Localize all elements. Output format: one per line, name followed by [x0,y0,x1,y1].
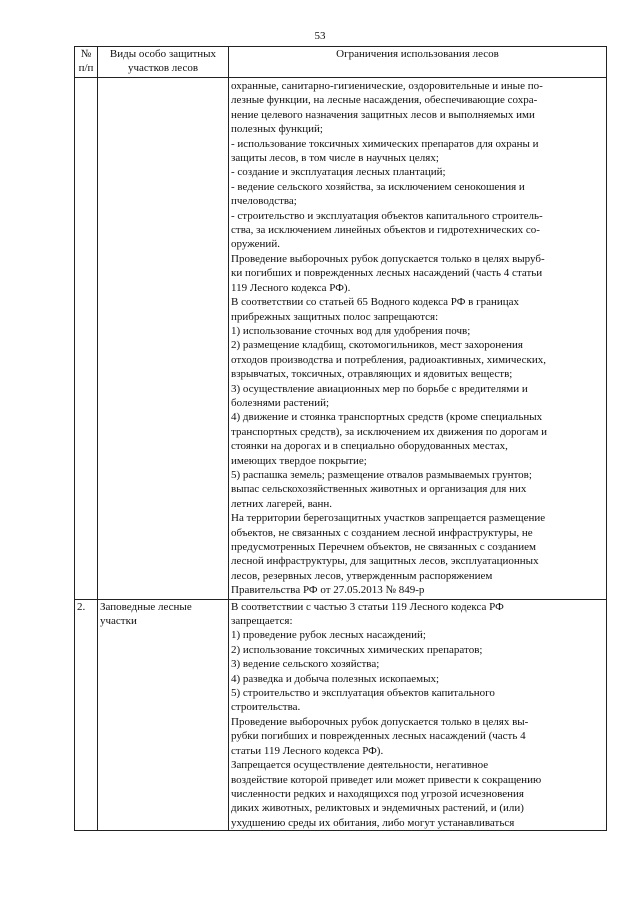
text-line: ки погибших и поврежденных лесных насаждений (часть 4 статьи [231,267,543,280]
text-line: 2) использование токсичных химических препаратов; [231,643,483,656]
text-line: болезнями растений; [231,396,330,409]
table-row [75,78,607,600]
text-line: рубки погибших и поврежденных лесных насаждений (часть 4 [231,730,526,743]
text-line: - создание и эксплуатация лесных плантаций; [231,166,446,179]
text-line: Проведение выборочных рубок допускается только в целях вы- [231,715,529,728]
text-line: транспортных средств), за исключением их движения по дорогам и [231,425,548,438]
text-line: пчеловодства; [231,195,297,208]
text-line: объектов, не связанных с созданием лесной инфраструктуры, не [231,526,533,539]
text-line: строительства. [231,701,301,714]
text-line: прибрежных защитных полос запрещаются: [231,310,439,323]
text-line: оружений. [231,238,280,251]
text-line: предусмотренных Перечнем объектов, не связанных с созданием [231,541,536,553]
table-row [75,599,607,831]
page-number: 53 [314,30,326,42]
text-line: численности редких и находящихся под угрозой исчезновения [231,787,524,800]
text-line: 1) использование сточных вод для удобрения почв; [231,324,471,337]
text-line: 119 Лесного кодекса РФ). [231,281,351,294]
text-line: В соответствии со статьей 65 Водного кодекса РФ в границах [231,296,520,309]
text-line: 5) строительство и эксплуатация объектов капитального [231,687,495,700]
row-number [75,78,98,600]
text-line: нение целевого назначения защитных лесов и выполняемых ими [231,108,535,121]
text-line: стоянки на дорогах и в специально оборудованных местах, [231,440,508,453]
text-line: летних лагерей, ванн. [231,497,333,510]
restrictions-table [74,46,607,831]
text-line: отходов производства и потребления, радиоактивных, химических, [231,353,546,366]
header-number: № п/п [75,47,98,78]
text-line: 2) размещение кладбищ, скотомогильников, мест захоронения [231,339,523,352]
text-line: 4) разведка и добыча полезных ископаемых; [231,672,440,685]
area-type: Заповедные лесные участки [98,599,229,831]
text-line: 3) ведение сельского хозяйства; [231,658,380,671]
text-line: ухудшению среды их обитания, либо могут устанавливаться [231,816,515,829]
text-line: В соответствии с частью 3 статьи 119 Лесного кодекса РФ [231,600,504,613]
text-line: 4) движение и стоянка транспортных средств (кроме специальных [231,411,543,424]
text-line: - строительство и эксплуатация объектов капитального строитель- [231,209,543,222]
text-line: запрещается: [231,615,293,628]
text-line: защиты лесов, в том числе в научных целях; [231,152,439,165]
area-type [98,78,229,600]
header-restrictions: Ограничения использования лесов [229,47,607,78]
text-line: диких животных, реликтовых и эндемичных растений, и (или) [231,802,524,815]
text-line: 1) проведение рубок лесных насаждений; [231,629,426,642]
restrictions-text [229,78,607,600]
text-line: Правительства РФ от 27.05.2013 № 849-р [231,584,425,597]
text-line: лесов, резервных лесов, утвержденным распоряжением [231,569,493,582]
text-line: имеющих твердое покрытие; [231,454,367,467]
text-line: воздействие которой приведет или может привести к сокращению [231,773,542,786]
text-line: лезные функции, на лесные насаждения, обеспечивающие сохра- [231,94,538,107]
text-line: выпас сельскохозяйственных животных и организация для них [231,483,527,496]
text-line: 3) осуществление авиационных мер по борьбе с вредителями и [231,382,528,395]
text-line: 5) распашка земель; размещение отвалов размываемых грунтов; [231,468,532,481]
text-line: Проведение выборочных рубок допускается только в целях выруб- [231,252,545,265]
text-line: - ведение сельского хозяйства, за исключением сенокошения и [231,180,525,193]
table-header-row [75,47,607,78]
text-line: - использование токсичных химических препаратов для охраны и [231,137,539,150]
text-line: взрывчатых, токсичных, отравляющих и ядовитых веществ; [231,368,513,381]
text-line: Запрещается осуществление деятельности, негативное [231,759,489,772]
text-line: лесной инфраструктуры, для защитных лесов, эксплуатационных [231,555,539,568]
text-line: статьи 119 Лесного кодекса РФ). [231,744,384,757]
row-number: 2. [75,599,98,831]
text-line: На территории берегозащитных участков запрещается размещение [231,512,546,525]
restrictions-text [229,599,607,831]
text-line: охранные, санитарно-гигиенические, оздоровительные и иные по- [231,80,543,92]
text-line: ства, за исключением линейных объектов и гидротехнических со- [231,224,540,237]
text-line: полезных функций; [231,123,323,136]
header-area-type: Виды особо защитных участков лесов [98,47,229,78]
